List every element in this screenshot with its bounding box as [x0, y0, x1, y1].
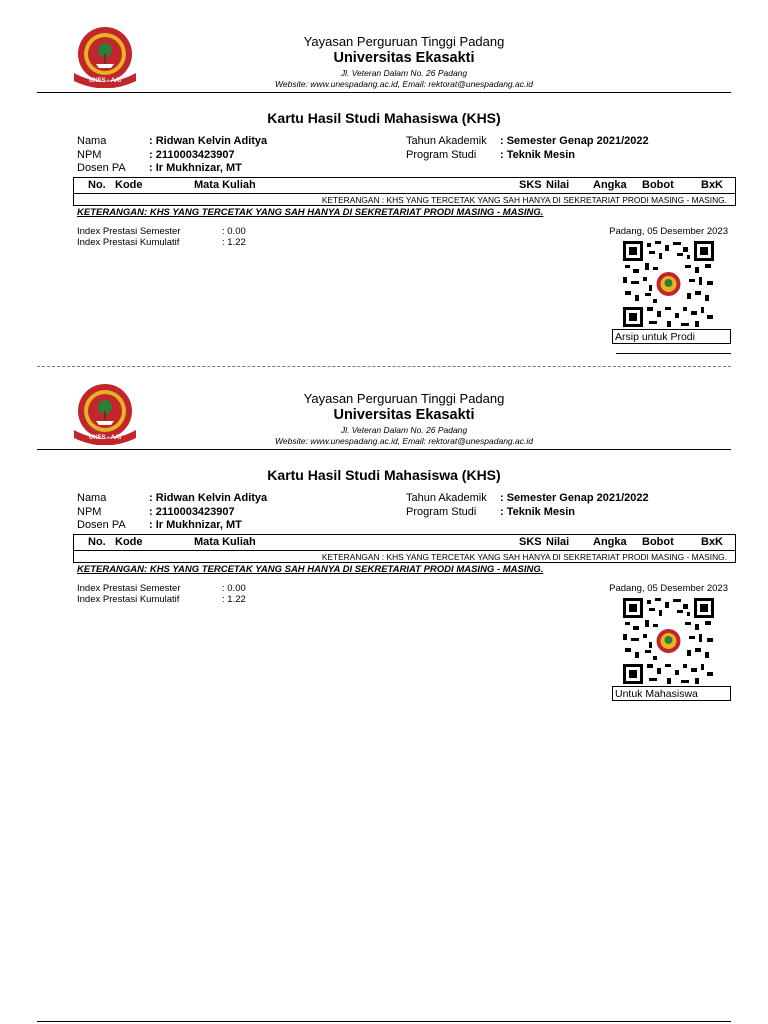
qr-code-icon: [623, 598, 714, 684]
page-bottom-rule: [37, 1021, 731, 1022]
npm-label: NPM: [77, 149, 102, 161]
col-angka: Angka: [593, 536, 627, 548]
col-code: Kode: [115, 536, 143, 548]
svg-text:UNES - AAI: UNES - AAI: [88, 78, 122, 84]
program-value: : Teknik Mesin: [500, 506, 575, 518]
program-label: Program Studi: [406, 149, 477, 161]
validity-note: KETERANGAN: KHS YANG TERCETAK YANG SAH HANYA DI SEKRETARIAT PRODI MASING - MASING.: [77, 564, 544, 575]
col-bxk: BxK: [701, 179, 724, 191]
col-nilai: Nilai: [546, 536, 570, 548]
table-header-rule: [74, 193, 735, 194]
ipk-label: Index Prestasi Kumulatif: [77, 594, 180, 605]
validity-note: KETERANGAN: KHS YANG TERCETAK YANG SAH HANYA DI SEKRETARIAT PRODI MASING - MASING.: [77, 207, 544, 218]
print-date: Padang, 05 Desember 2023: [609, 583, 728, 594]
col-no: No.: [88, 179, 106, 191]
table-note: KETERANGAN : KHS YANG TERCETAK YANG SAH HANYA DI SEKRETARIAT PRODI MASING - MASING.: [321, 552, 727, 562]
col-bobot: Bobot: [642, 536, 674, 548]
npm-value: : 2110003423907: [149, 149, 235, 161]
university-logo: [70, 383, 140, 445]
print-date: Padang, 05 Desember 2023: [609, 226, 728, 237]
signature-line: [616, 353, 731, 354]
col-code: Kode: [115, 179, 143, 191]
grades-table: [73, 177, 736, 206]
program-value: : Teknik Mesin: [500, 149, 575, 161]
ips-label: Index Prestasi Semester: [77, 583, 181, 594]
university-address: Jl. Veteran Dalam No. 26 Padang: [340, 68, 468, 78]
svg-text:UNES - AAI: UNES - AAI: [88, 435, 122, 441]
advisor-label: Dosen PA: [77, 519, 126, 531]
col-course: Mata Kuliah: [194, 179, 256, 191]
page-title: Kartu Hasil Studi Mahasiswa (KHS): [267, 110, 501, 126]
header-rule: [37, 449, 731, 450]
ips-value: : 0.00: [222, 583, 246, 594]
col-bobot: Bobot: [642, 179, 674, 191]
ipk-label: Index Prestasi Kumulatif: [77, 237, 180, 248]
khs-copy-prodi: [0, 0, 768, 357]
khs-copy-student: [0, 357, 768, 714]
name-value: : Ridwan Kelvin Aditya: [149, 492, 268, 504]
university-name: Universitas Ekasakti: [333, 407, 475, 423]
ips-label: Index Prestasi Semester: [77, 226, 181, 237]
name-label: Nama: [77, 135, 107, 147]
qr-code-icon: [623, 241, 714, 327]
advisor-value: : Ir Mukhnizar, MT: [149, 519, 242, 531]
academic-year-label: Tahun Akademik: [406, 492, 487, 504]
col-angka: Angka: [593, 179, 627, 191]
npm-value: : 2110003423907: [149, 506, 235, 518]
col-sks: SKS: [519, 536, 542, 548]
ipk-value: : 1.22: [222, 594, 246, 605]
foundation-name: Yayasan Perguruan Tinggi Padang: [303, 34, 505, 49]
ipk-value: : 1.22: [222, 237, 246, 248]
col-bxk: BxK: [701, 536, 724, 548]
academic-year-value: : Semester Genap 2021/2022: [500, 135, 649, 147]
col-sks: SKS: [519, 179, 542, 191]
program-label: Program Studi: [406, 506, 477, 518]
academic-year-value: : Semester Genap 2021/2022: [500, 492, 649, 504]
foundation-name: Yayasan Perguruan Tinggi Padang: [303, 391, 505, 406]
grades-table: [73, 534, 736, 563]
university-name: Universitas Ekasakti: [333, 50, 475, 66]
table-header-rule: [74, 550, 735, 551]
col-nilai: Nilai: [546, 179, 570, 191]
header-rule: [37, 92, 731, 93]
name-label: Nama: [77, 492, 107, 504]
advisor-value: : Ir Mukhnizar, MT: [149, 162, 242, 174]
archive-label: Arsip untuk Prodi: [612, 329, 731, 344]
col-no: No.: [88, 536, 106, 548]
university-website: Website: www.unespadang.ac.id, Email: rektorat@unespadang.ac.id: [275, 79, 533, 89]
archive-label: Untuk Mahasiswa: [612, 686, 731, 701]
ips-value: : 0.00: [222, 226, 246, 237]
npm-label: NPM: [77, 506, 102, 518]
name-value: : Ridwan Kelvin Aditya: [149, 135, 268, 147]
university-address: Jl. Veteran Dalam No. 26 Padang: [340, 425, 468, 435]
advisor-label: Dosen PA: [77, 162, 126, 174]
university-logo: [70, 26, 140, 88]
table-note: KETERANGAN : KHS YANG TERCETAK YANG SAH HANYA DI SEKRETARIAT PRODI MASING - MASING.: [321, 195, 727, 205]
col-course: Mata Kuliah: [194, 536, 256, 548]
academic-year-label: Tahun Akademik: [406, 135, 487, 147]
page-title: Kartu Hasil Studi Mahasiswa (KHS): [267, 467, 501, 483]
university-website: Website: www.unespadang.ac.id, Email: rektorat@unespadang.ac.id: [275, 436, 533, 446]
